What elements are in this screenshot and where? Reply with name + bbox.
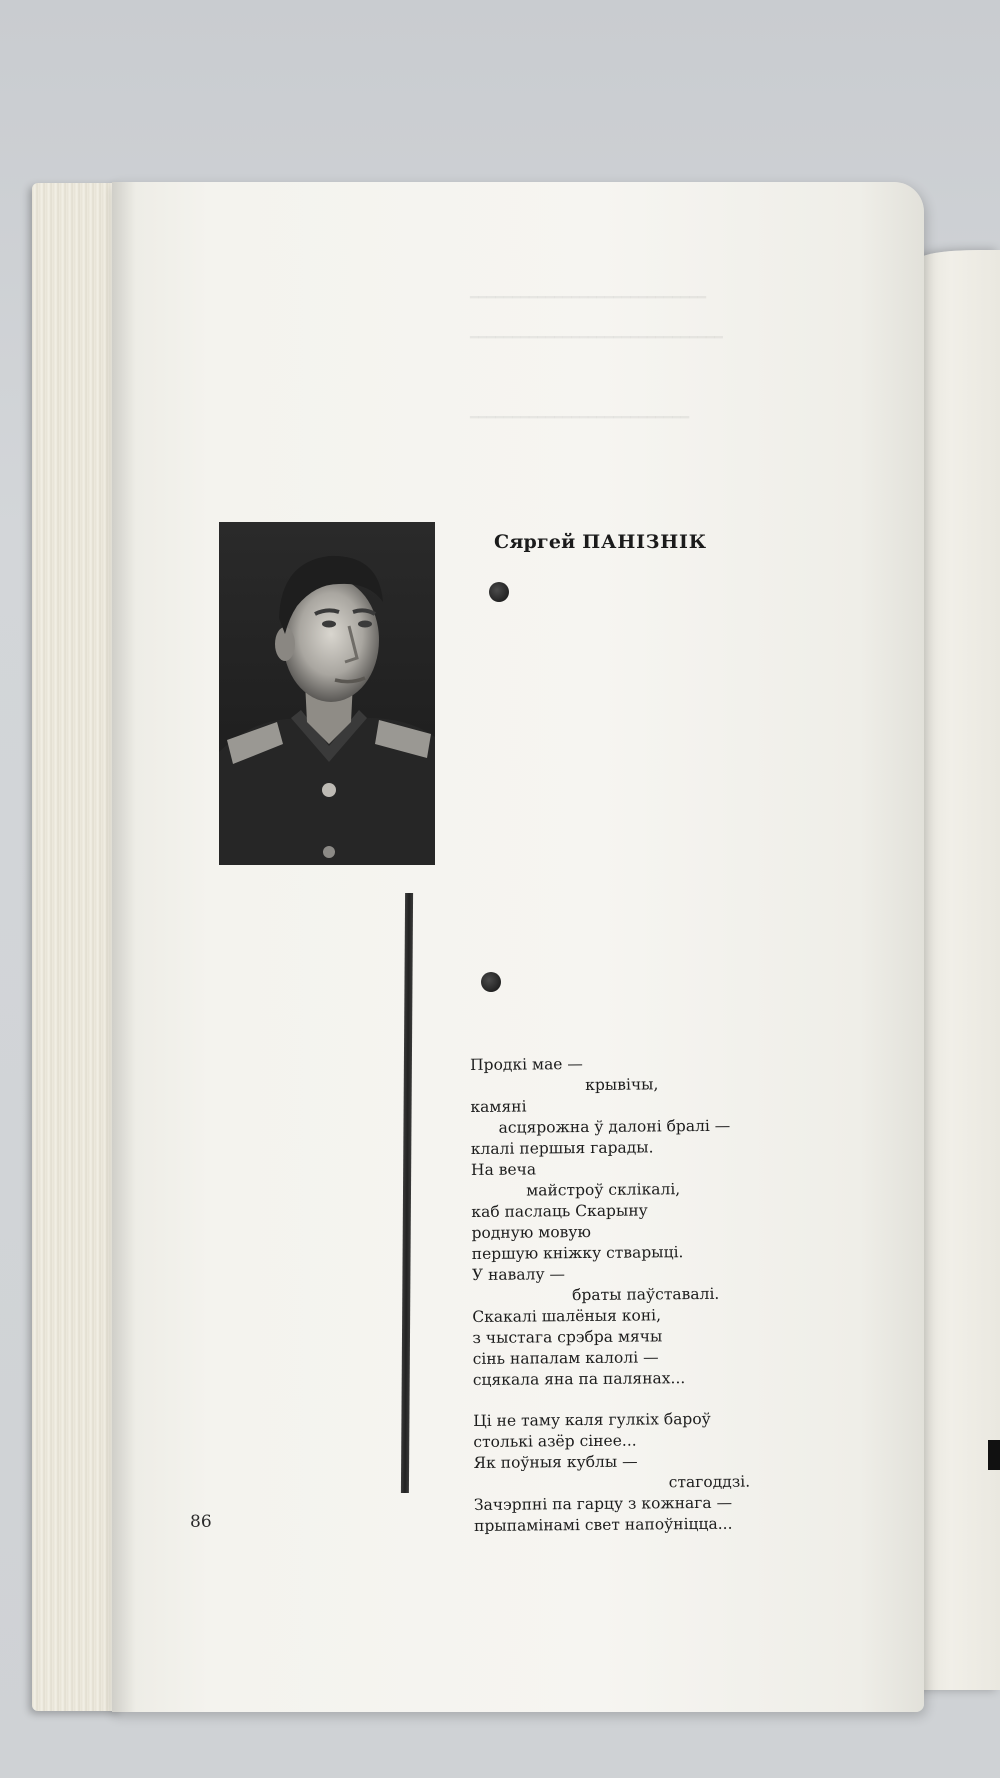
author-name [494,531,794,553]
poem-line: родную мовую [471,1222,592,1242]
poem-line: клалі першыя гарады. [470,1138,654,1158]
author-portrait-photo [219,522,435,865]
poem-line: асцярожна ў далоні бралі — [498,1116,731,1137]
gutter-shadow [112,182,136,1712]
poem-line: браты паўставалі. [572,1284,720,1305]
poem-line: крывічы, [585,1075,659,1094]
poem-line: Як поўныя кублы — [473,1452,638,1472]
page-stack-edge [32,183,122,1711]
poem-line: прыпамінамі свет напоўніцца... [474,1514,733,1535]
poem-stanza-1 [470,1051,893,1391]
poem-line: стагоддзі. [668,1472,751,1492]
poem-line: з чыстага срэбра мячы [472,1327,663,1347]
show-through-text: ━━━━━━━━━━━━━━━━━━━━━━━━━━━━━━ [470,330,723,346]
poem-line: Ці не таму каля гулкіх бароў [473,1409,711,1430]
poem-line: Скакалі шалёныя коні, [472,1306,662,1326]
poem-stanza-2 [473,1407,894,1537]
author-first-name: Сяргей [494,531,576,553]
facing-page-edge [918,250,1000,1690]
show-through-text: ━━━━━━━━━━━━━━━━━━━━━━━━━━━━ [470,290,707,306]
poem-line: столькі азёр сінее... [473,1431,637,1451]
poem-line: сцякала яна па палянах... [472,1369,686,1389]
poem-line: На веча [470,1160,537,1179]
poem-line: Продкі мае — [470,1055,583,1074]
bullet-dot-middle [481,972,501,992]
poem-line: каб паслаць Скарыну [471,1201,648,1221]
author-surname: ПАНІЗНІК [582,531,707,553]
poem-text [470,1051,894,1537]
poem-line: У навалу — [471,1265,566,1284]
poem-line: сінь напалам калолі — [472,1348,659,1368]
bullet-dot-top [489,582,509,602]
poem-line: камяні [470,1097,527,1116]
poem-line: Зачэрпні па гарцу з кожнага — [473,1493,733,1514]
poem-line: першую кніжку стварыці. [471,1243,684,1263]
facing-page-letter-fragment [988,1440,1000,1470]
show-through-text: ━━━━━━━━━━━━━━━━━━━━━━━━━━ [470,410,690,426]
poem-line: майстроў склікалі, [526,1180,681,1200]
portrait-image [219,522,435,865]
page-number: 86 [190,1512,212,1532]
